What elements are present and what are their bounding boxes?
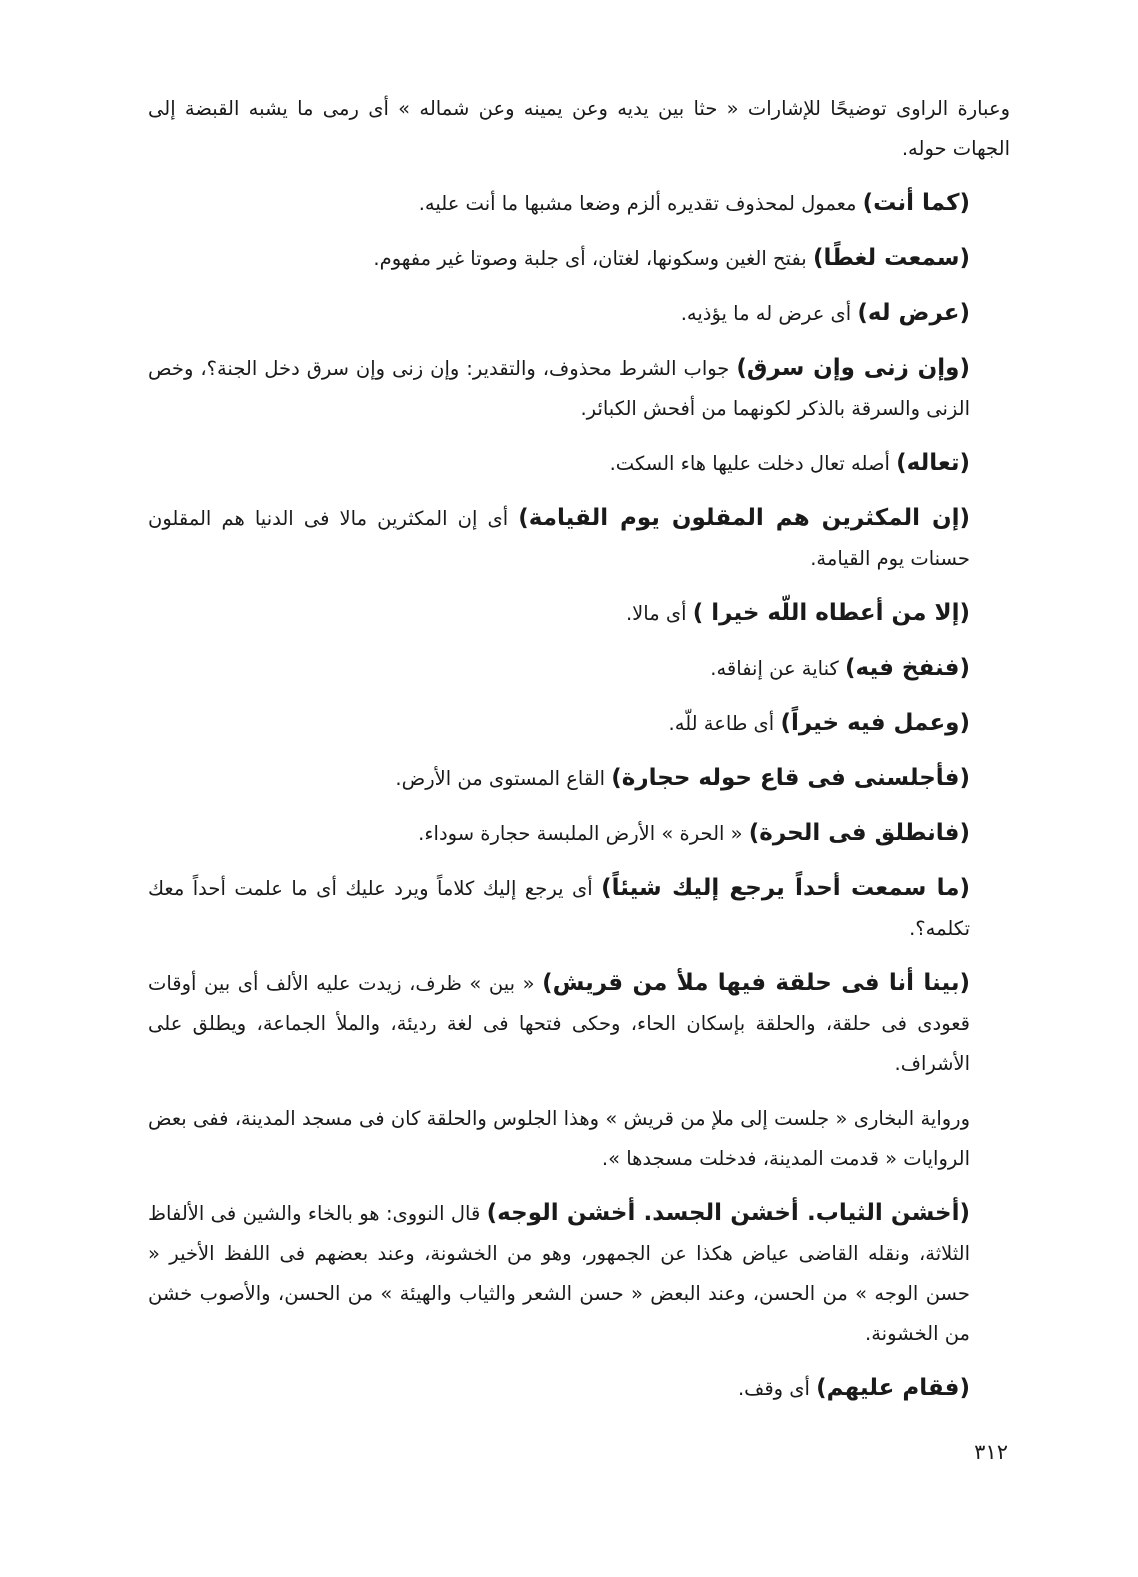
paragraph-2 [148, 238, 1010, 279]
entry-heading: (وعمل فيه خيراً) [780, 710, 970, 736]
paragraph-16 [148, 1368, 1010, 1409]
document-body [148, 88, 1010, 1423]
entry-heading: (ما سمعت أحداً يرجع إليك شيئاً) [601, 875, 970, 901]
entry-heading: (تعاله) [896, 450, 970, 476]
page-number: ٣١٢ [974, 1440, 1008, 1464]
entry-text: أى عرض له ما يؤذيه. [680, 302, 858, 325]
entry-text: معمول لمحذوف تقديره ألزم وضعا مشبها ما أنت عليه. [418, 192, 863, 215]
paragraph-1 [148, 183, 1010, 224]
paragraph-13 [148, 963, 1010, 1084]
entry-heading: (كما أنت) [862, 190, 970, 216]
entry-text: قال النووى: هو بالخاء والشين فى الألفاظ الثلاثة، ونقله القاضى عياض هكذا عن الجمهور، وهو من الخشونة، وعند بعضهم فى اللفظ الأخير « حسن الوجه » من الحسن، وعند البعض « حسن الشعر والثياب والهيئة » من الحسن، والأصوب خشن من الخشونة. [148, 1202, 970, 1345]
entry-text: وعبارة الراوى توضيحًا للإشارات « حثا بين يديه وعن يمينه وعن شماله » أى رمى ما يشبه القبضة إلى الجهات حوله. [148, 97, 1010, 160]
paragraph-12 [148, 868, 1010, 949]
entry-text: أى إن المكثرين مالا فى الدنيا هم المقلون حسنات يوم القيامة. [148, 507, 970, 570]
entry-text: « بين » ظرف، زيدت عليه الألف أى بين أوقات قعودى فى حلقة، والحلقة بإسكان الحاء، وحكى فتحها فى لغة رديئة، والملأ الجماعة، ويطلق على الأشراف. [148, 972, 970, 1075]
entry-text: القاع المستوى من الأرض. [395, 767, 612, 790]
entry-heading: (إلا من أعطاه اللّه خيرا ) [692, 600, 970, 626]
entry-text: ورواية البخارى « جلست إلى ملإ من قريش » وهذا الجلوس والحلقة كان فى مسجد المدينة، ففى بعض الروايات « قدمت المدينة، فدخلت مسجدها ». [148, 1107, 970, 1170]
paragraph-11 [148, 813, 1010, 854]
entry-heading: (فنفخ فيه) [844, 655, 970, 681]
paragraph-3 [148, 293, 1010, 334]
paragraph-8 [148, 648, 1010, 689]
entry-text: أصله تعال دخلت عليها هاء السكت. [609, 452, 897, 475]
paragraph-15 [148, 1193, 1010, 1354]
entry-heading: (سمعت لغطًا) [812, 245, 970, 271]
entry-text: أى مالا. [625, 602, 693, 625]
entry-text: كناية عن إنفاقه. [710, 657, 845, 680]
entry-heading: (فأجلسنى فى قاع حوله حجارة) [611, 765, 970, 791]
paragraph-6 [148, 498, 1010, 579]
paragraph-10 [148, 758, 1010, 799]
entry-text: أى طاعة للّه. [668, 712, 781, 735]
entry-text: بفتح الغين وسكونها، لغتان، أى جلبة وصوتا غير مفهوم. [373, 247, 813, 270]
entry-text: جواب الشرط محذوف، والتقدير: وإن زنى وإن سرق دخل الجنة؟، وخص الزنى والسرقة بالذكر لكونهما من أفحش الكبائر. [148, 357, 970, 420]
paragraph-7 [148, 593, 1010, 634]
paragraph-4 [148, 348, 1010, 429]
paragraph-14 [148, 1098, 1010, 1179]
entry-heading: (فقام عليهم) [816, 1375, 970, 1401]
entry-text: أى يرجع إليك كلاماً ويرد عليك أى ما علمت أحداً معك تكلمه؟. [148, 877, 970, 940]
entry-text: أى وقف. [737, 1377, 817, 1400]
entry-heading: (وإن زنى وإن سرق) [736, 355, 970, 381]
paragraph-0 [148, 88, 1010, 169]
entry-heading: (عرض له) [857, 300, 970, 326]
paragraph-9 [148, 703, 1010, 744]
entry-heading: (أخشن الثياب. أخشن الجسد. أخشن الوجه) [486, 1200, 970, 1226]
entry-heading: (بينا أنا فى حلقة فيها ملأ من قريش) [542, 970, 970, 996]
entry-heading: (فانطلق فى الحرة) [748, 820, 970, 846]
entry-text: « الحرة » الأرض الملبسة حجارة سوداء. [418, 822, 749, 845]
entry-heading: (إن المكثرين هم المقلون يوم القيامة) [518, 505, 970, 531]
paragraph-5 [148, 443, 1010, 484]
